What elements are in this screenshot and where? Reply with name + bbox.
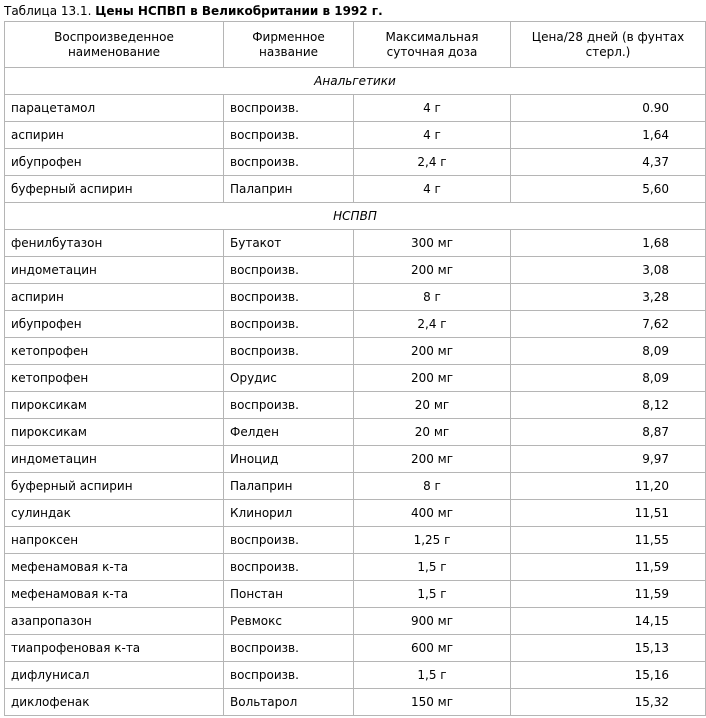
cell-brand-name: воспроизв.	[224, 635, 354, 662]
cell-generic-name: пироксикам	[5, 419, 224, 446]
cell-max-daily-dose: 2,4 г	[354, 149, 511, 176]
cell-brand-name: Вольтарол	[224, 689, 354, 716]
cell-max-daily-dose: 200 мг	[354, 257, 511, 284]
cell-price: 14,15	[511, 608, 706, 635]
header-row	[5, 22, 706, 68]
cell-max-daily-dose: 200 мг	[354, 338, 511, 365]
table-row	[5, 338, 706, 365]
cell-price: 11,51	[511, 500, 706, 527]
cell-brand-name: воспроизв.	[224, 311, 354, 338]
cell-brand-name: Бутакот	[224, 230, 354, 257]
cell-max-daily-dose: 8 г	[354, 284, 511, 311]
table-row	[5, 527, 706, 554]
cell-max-daily-dose: 1,25 г	[354, 527, 511, 554]
table-row	[5, 176, 706, 203]
cell-price: 8,12	[511, 392, 706, 419]
cell-generic-name: азапропазон	[5, 608, 224, 635]
table-row	[5, 95, 706, 122]
cell-max-daily-dose: 8 г	[354, 473, 511, 500]
table-row	[5, 446, 706, 473]
cell-brand-name: Ревмокс	[224, 608, 354, 635]
cell-max-daily-dose: 4 г	[354, 95, 511, 122]
cell-generic-name: мефенамовая к-та	[5, 554, 224, 581]
table-row	[5, 581, 706, 608]
cell-max-daily-dose: 150 мг	[354, 689, 511, 716]
table-row	[5, 257, 706, 284]
cell-generic-name: дифлунисал	[5, 662, 224, 689]
cell-max-daily-dose: 4 г	[354, 122, 511, 149]
cell-max-daily-dose: 20 мг	[354, 392, 511, 419]
table-row	[5, 392, 706, 419]
table-row	[5, 635, 706, 662]
caption-prefix: Таблица 13.1.	[4, 4, 92, 18]
cell-brand-name: Орудис	[224, 365, 354, 392]
table-row	[5, 230, 706, 257]
cell-brand-name: воспроизв.	[224, 554, 354, 581]
cell-generic-name: фенилбутазон	[5, 230, 224, 257]
cell-max-daily-dose: 20 мг	[354, 419, 511, 446]
table-caption	[4, 3, 383, 19]
cell-max-daily-dose: 1,5 г	[354, 581, 511, 608]
cell-brand-name: воспроизв.	[224, 338, 354, 365]
section-title: Анальгетики	[5, 68, 706, 95]
cell-max-daily-dose: 200 мг	[354, 365, 511, 392]
table-row	[5, 500, 706, 527]
price-table	[4, 21, 706, 716]
cell-max-daily-dose: 900 мг	[354, 608, 511, 635]
cell-max-daily-dose: 300 мг	[354, 230, 511, 257]
cell-price: 1,64	[511, 122, 706, 149]
cell-generic-name: аспирин	[5, 122, 224, 149]
cell-max-daily-dose: 200 мг	[354, 446, 511, 473]
cell-price: 11,59	[511, 581, 706, 608]
cell-brand-name: Понстан	[224, 581, 354, 608]
cell-brand-name: воспроизв.	[224, 527, 354, 554]
table-row	[5, 419, 706, 446]
table-row	[5, 365, 706, 392]
table-row	[5, 311, 706, 338]
cell-brand-name: Фелден	[224, 419, 354, 446]
section-title: НСПВП	[5, 203, 706, 230]
table-row	[5, 473, 706, 500]
cell-brand-name: Иноцид	[224, 446, 354, 473]
cell-price: 11,20	[511, 473, 706, 500]
cell-generic-name: тиапрофеновая к-та	[5, 635, 224, 662]
cell-brand-name: воспроизв.	[224, 149, 354, 176]
cell-generic-name: буферный аспирин	[5, 176, 224, 203]
cell-price: 3,08	[511, 257, 706, 284]
cell-generic-name: кетопрофен	[5, 365, 224, 392]
table-row	[5, 689, 706, 716]
cell-generic-name: парацетамол	[5, 95, 224, 122]
cell-price: 15,13	[511, 635, 706, 662]
cell-brand-name: Палаприн	[224, 176, 354, 203]
table-row	[5, 284, 706, 311]
col-header-generic-name: Воспроизведенное наименование	[5, 22, 224, 68]
cell-price: 11,55	[511, 527, 706, 554]
cell-generic-name: индометацин	[5, 257, 224, 284]
cell-price: 15,16	[511, 662, 706, 689]
cell-brand-name: воспроизв.	[224, 284, 354, 311]
cell-price: 0.90	[511, 95, 706, 122]
cell-generic-name: напроксен	[5, 527, 224, 554]
cell-brand-name: воспроизв.	[224, 662, 354, 689]
section-row	[5, 203, 706, 230]
cell-generic-name: аспирин	[5, 284, 224, 311]
cell-brand-name: воспроизв.	[224, 392, 354, 419]
caption-title: Цены НСПВП в Великобритании в 1992 г.	[95, 4, 383, 18]
cell-max-daily-dose: 4 г	[354, 176, 511, 203]
cell-max-daily-dose: 400 мг	[354, 500, 511, 527]
cell-generic-name: буферный аспирин	[5, 473, 224, 500]
cell-brand-name: Клинорил	[224, 500, 354, 527]
cell-price: 8,09	[511, 338, 706, 365]
cell-price: 15,32	[511, 689, 706, 716]
cell-generic-name: индометацин	[5, 446, 224, 473]
section-row	[5, 68, 706, 95]
cell-generic-name: мефенамовая к-та	[5, 581, 224, 608]
col-header-price-28-days: Цена/28 дней (в фунтах стерл.)	[511, 22, 706, 68]
cell-brand-name: воспроизв.	[224, 257, 354, 284]
cell-price: 1,68	[511, 230, 706, 257]
cell-price: 11,59	[511, 554, 706, 581]
cell-brand-name: воспроизв.	[224, 122, 354, 149]
table-row	[5, 662, 706, 689]
table-row	[5, 149, 706, 176]
table-body	[5, 68, 706, 716]
cell-price: 4,37	[511, 149, 706, 176]
cell-generic-name: ибупрофен	[5, 149, 224, 176]
cell-generic-name: пироксикам	[5, 392, 224, 419]
cell-generic-name: сулиндак	[5, 500, 224, 527]
cell-generic-name: диклофенак	[5, 689, 224, 716]
table-row	[5, 122, 706, 149]
cell-max-daily-dose: 2,4 г	[354, 311, 511, 338]
col-header-brand-name: Фирменное название	[224, 22, 354, 68]
table-row	[5, 554, 706, 581]
cell-price: 7,62	[511, 311, 706, 338]
cell-price: 8,09	[511, 365, 706, 392]
cell-max-daily-dose: 600 мг	[354, 635, 511, 662]
cell-brand-name: воспроизв.	[224, 95, 354, 122]
cell-max-daily-dose: 1,5 г	[354, 554, 511, 581]
cell-generic-name: кетопрофен	[5, 338, 224, 365]
cell-price: 3,28	[511, 284, 706, 311]
cell-price: 8,87	[511, 419, 706, 446]
table-row	[5, 608, 706, 635]
cell-price: 9,97	[511, 446, 706, 473]
col-header-max-daily-dose: Максимальная суточная доза	[354, 22, 511, 68]
cell-price: 5,60	[511, 176, 706, 203]
cell-brand-name: Палаприн	[224, 473, 354, 500]
cell-generic-name: ибупрофен	[5, 311, 224, 338]
cell-max-daily-dose: 1,5 г	[354, 662, 511, 689]
